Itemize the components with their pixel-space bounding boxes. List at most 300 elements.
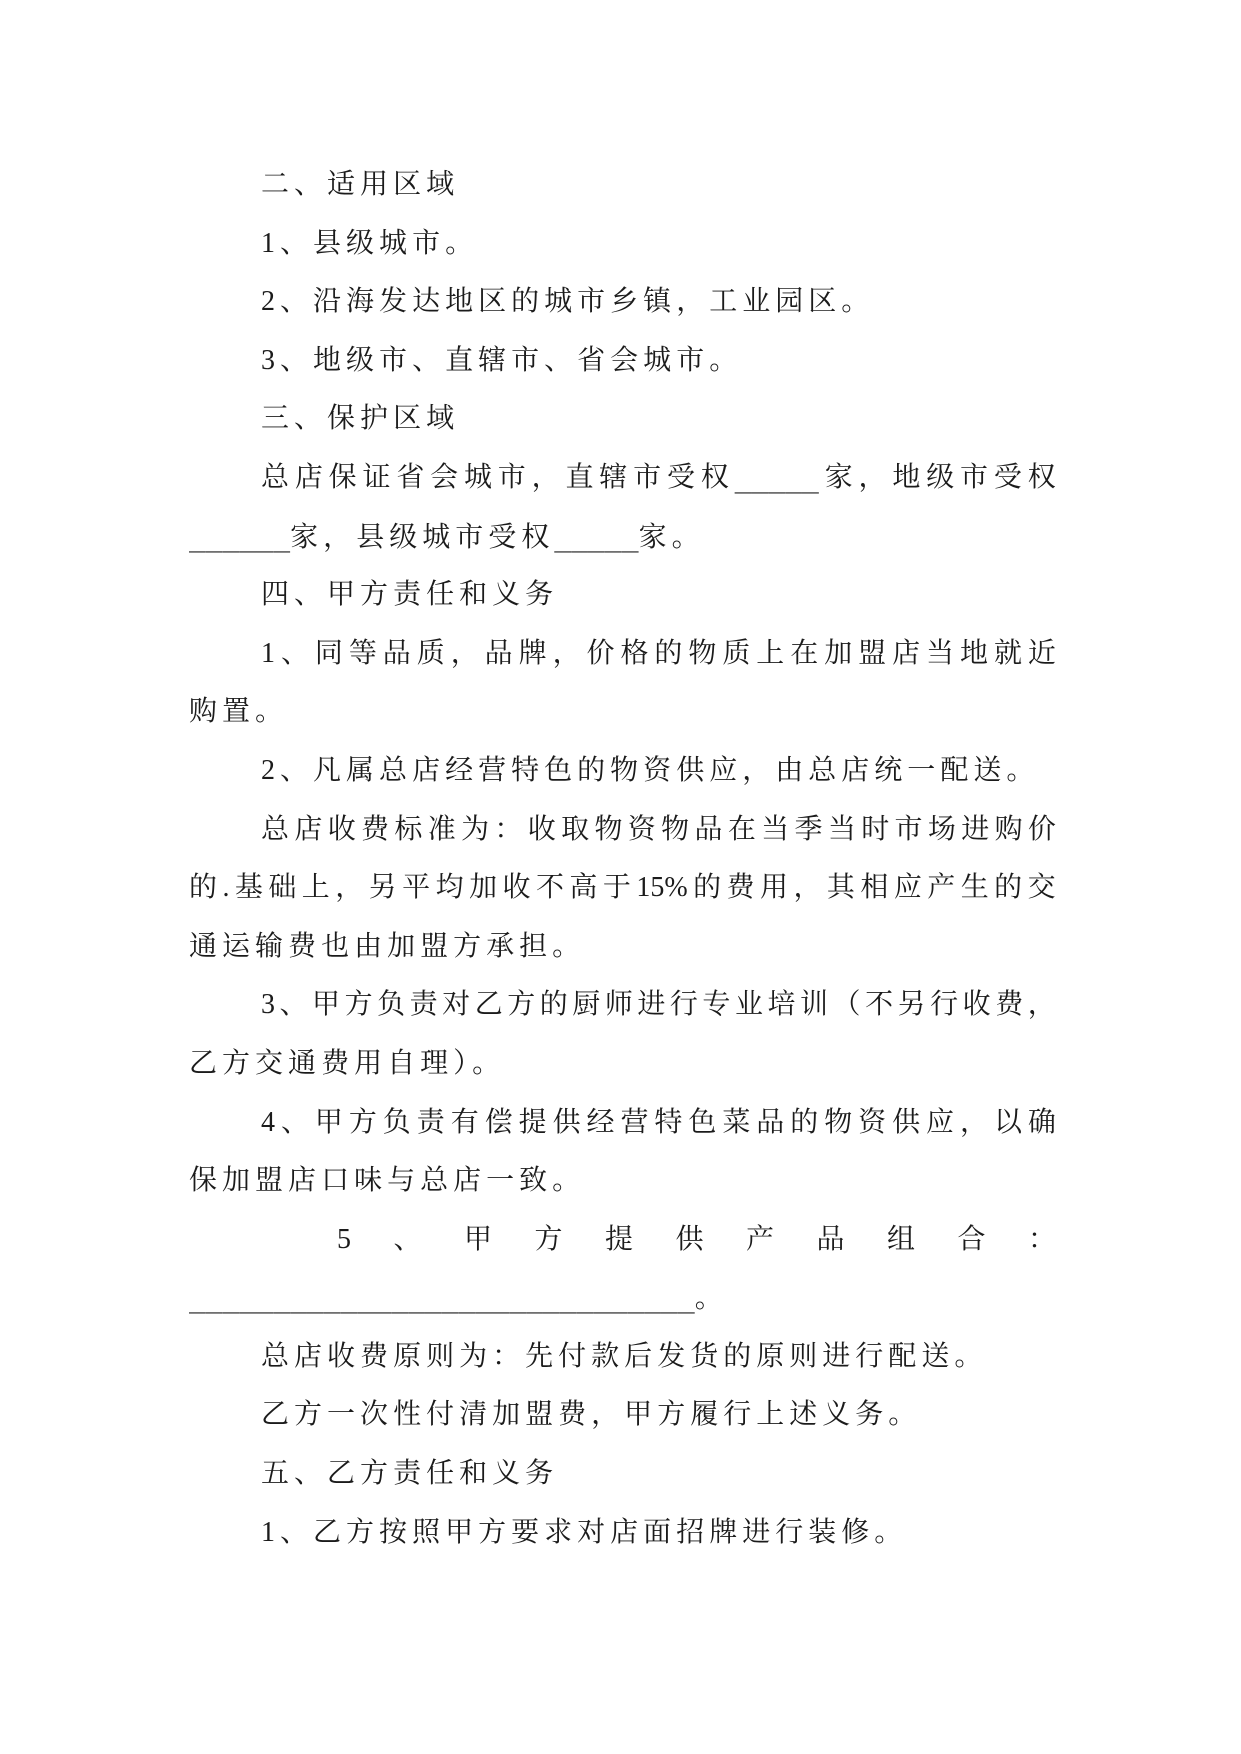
fill-in-blank: ______________________________: [189, 1281, 695, 1315]
text-glyph: 地: [960, 637, 989, 669]
paragraph-line: [189, 976, 1056, 1035]
text-glyph: 权: [521, 521, 555, 553]
text-glyph: 上: [301, 872, 330, 904]
text-glyph: 应: [926, 1106, 955, 1138]
text-glyph: .: [222, 872, 230, 904]
paragraph: [189, 625, 1056, 742]
text-glyph: 修: [841, 1516, 875, 1548]
text-glyph: 费: [558, 1399, 592, 1431]
text-glyph: 承: [486, 930, 520, 962]
text-glyph: 、: [280, 754, 314, 786]
text-glyph: 任: [426, 579, 460, 611]
text-glyph: 取: [561, 813, 590, 845]
text-glyph: 乙: [474, 989, 503, 1021]
text-glyph: 不: [865, 989, 894, 1021]
text-glyph: 行: [723, 1399, 757, 1431]
section-party-a-duties: [189, 566, 1056, 1445]
text-glyph: 方: [348, 1106, 377, 1138]
text-glyph: ，: [531, 461, 560, 493]
text-glyph: 经: [586, 1106, 615, 1138]
text-glyph: ）: [453, 1047, 473, 1079]
text-glyph: 市: [577, 286, 611, 318]
text-glyph: 品: [694, 813, 723, 845]
text-glyph: 付: [426, 1399, 460, 1431]
section-party-b-duties: [189, 1445, 1056, 1562]
text-glyph: 、: [279, 989, 308, 1021]
text-glyph: 地: [445, 286, 479, 318]
text-glyph: 的: [994, 872, 1023, 904]
text-glyph: 市: [960, 461, 989, 493]
text-glyph: 质: [722, 637, 751, 669]
text-glyph: 础: [268, 872, 297, 904]
document-page: [189, 156, 1056, 1562]
text-glyph: 配: [888, 1340, 922, 1372]
text-glyph: 海: [346, 286, 380, 318]
text-glyph: 交: [1027, 872, 1056, 904]
text-glyph: 由: [775, 754, 809, 786]
paragraph-line: [189, 1035, 1056, 1094]
text-glyph: 。: [552, 1165, 586, 1197]
text-glyph: 。: [888, 1399, 922, 1431]
text-glyph: 装: [808, 1516, 842, 1548]
text-glyph: 输: [255, 930, 289, 962]
text-glyph: 色: [688, 1106, 717, 1138]
text-glyph: 地: [892, 461, 921, 493]
text-glyph: 盟: [255, 1165, 289, 1197]
text-glyph: 区: [393, 169, 427, 200]
text-glyph: 物: [661, 813, 690, 845]
text-glyph: 品: [382, 637, 411, 669]
text-glyph: 牌: [518, 637, 547, 669]
text-glyph: 行: [855, 1340, 889, 1372]
paragraph: [189, 1328, 1056, 1387]
paragraph-line: [189, 508, 1056, 567]
text-glyph: 确: [1027, 1106, 1056, 1138]
text-glyph: 一: [907, 754, 941, 786]
text-glyph: 发: [657, 1340, 691, 1372]
text-glyph: 1: [261, 1516, 280, 1548]
text-glyph: ：: [492, 1340, 526, 1372]
text-glyph: 市: [894, 813, 923, 845]
text-glyph: 县: [356, 521, 390, 553]
text-glyph: 一: [486, 1165, 520, 1197]
text-glyph: 收: [327, 813, 356, 845]
text-glyph: 用: [760, 872, 789, 904]
text-glyph: 费: [321, 1047, 355, 1079]
text-glyph: 用: [354, 1047, 388, 1079]
text-glyph: 地: [313, 344, 347, 376]
text-glyph: 域: [426, 169, 460, 200]
paragraph-line: [189, 801, 1056, 860]
text-glyph: 物: [594, 813, 623, 845]
text-glyph: 甲: [624, 1399, 658, 1431]
text-glyph: 方: [360, 1458, 394, 1490]
text-glyph: 专: [702, 989, 731, 1021]
text-glyph: 与: [387, 1165, 421, 1197]
paragraph-line: [189, 683, 1056, 742]
text-glyph: 的: [511, 286, 545, 318]
text-glyph: 乙: [261, 1399, 295, 1431]
text-glyph: 牌: [709, 1516, 743, 1548]
text-glyph: 受: [488, 521, 522, 553]
text-glyph: 会: [430, 461, 459, 493]
text-glyph: 辖: [478, 344, 512, 376]
text-glyph: 款: [591, 1340, 625, 1372]
text-glyph: 价: [586, 637, 615, 669]
paragraph-line: [189, 1504, 1056, 1563]
text-glyph: ，: [1027, 989, 1056, 1021]
text-glyph: 以: [993, 1106, 1022, 1138]
section-heading: [189, 390, 1056, 449]
section-heading: [189, 1445, 1056, 1504]
text-glyph: 送: [921, 1340, 955, 1372]
text-glyph: 盟: [525, 1399, 559, 1431]
text-glyph: 。: [841, 286, 875, 318]
text-glyph: （: [832, 989, 861, 1021]
text-glyph: 省: [396, 461, 425, 493]
paragraph-line: [189, 1094, 1056, 1153]
text-glyph: ，: [591, 1399, 625, 1431]
text-glyph: 盟: [420, 930, 454, 962]
text-glyph: 收: [327, 1340, 361, 1372]
text-glyph: 原: [756, 1340, 790, 1372]
text-glyph: ，: [323, 521, 357, 553]
text-glyph: 付: [558, 1340, 592, 1372]
text-glyph: 统: [874, 754, 908, 786]
fill-in-blank: ______: [189, 519, 291, 553]
text-glyph: 则: [426, 1340, 460, 1372]
text-glyph: 权: [700, 461, 729, 493]
text-glyph: 供: [552, 1106, 581, 1138]
text-glyph: 、: [412, 344, 446, 376]
text-glyph: 5: [337, 1223, 351, 1255]
text-glyph: 保: [328, 461, 357, 493]
text-glyph: 等: [348, 637, 377, 669]
text-glyph: 物: [824, 1106, 853, 1138]
text-glyph: 4: [261, 1106, 275, 1138]
text-glyph: 盟: [858, 637, 887, 669]
text-glyph: 照: [412, 1516, 446, 1548]
text-glyph: 加: [824, 637, 853, 669]
text-glyph: 应: [893, 872, 922, 904]
text-glyph: 基: [234, 872, 263, 904]
text-glyph: 致: [519, 1165, 553, 1197]
text-glyph: 在: [727, 813, 756, 845]
text-glyph: 1: [261, 637, 275, 669]
text-glyph: 理: [420, 1047, 454, 1079]
text-glyph: 。: [552, 930, 586, 962]
text-glyph: 时: [861, 813, 890, 845]
text-glyph: 生: [960, 872, 989, 904]
paragraph: [189, 1211, 1056, 1328]
text-glyph: 由: [354, 930, 388, 962]
text-glyph: 组: [886, 1223, 915, 1255]
paragraph-line: [189, 1328, 1056, 1387]
text-glyph: 季: [794, 813, 823, 845]
text-glyph: 。: [874, 1516, 908, 1548]
text-glyph: 质: [416, 637, 445, 669]
text-glyph: 务: [855, 1399, 889, 1431]
text-glyph: 店: [294, 461, 323, 493]
text-glyph: 清: [459, 1399, 493, 1431]
text-glyph: 加: [387, 930, 421, 962]
text-glyph: 级: [389, 521, 423, 553]
text-glyph: 进: [742, 1516, 776, 1548]
text-glyph: 县: [313, 227, 347, 259]
text-glyph: 就: [993, 637, 1022, 669]
text-glyph: 方: [534, 1223, 563, 1255]
text-glyph: 责: [393, 1458, 427, 1490]
text-glyph: ，: [858, 461, 887, 493]
text-glyph: 会: [610, 344, 644, 376]
text-glyph: 方: [294, 1399, 328, 1431]
paragraph-line: [189, 273, 1056, 332]
text-glyph: 店: [841, 754, 875, 786]
text-glyph: 乡: [610, 286, 644, 318]
text-glyph: 2: [261, 286, 280, 318]
text-glyph: 平: [402, 872, 431, 904]
text-glyph: 担: [519, 930, 553, 962]
text-glyph: 15%: [636, 872, 688, 904]
section-applicable-area: [189, 156, 1056, 390]
text-glyph: 区: [478, 286, 512, 318]
text-glyph: ，: [742, 754, 776, 786]
paragraph: [189, 215, 1056, 274]
fill-in-blank: _____: [554, 519, 639, 553]
text-glyph: 。: [255, 696, 289, 728]
text-glyph: 。: [1006, 754, 1040, 786]
paragraph: [189, 1386, 1056, 1445]
text-glyph: ，: [450, 637, 479, 669]
text-glyph: 履: [690, 1399, 724, 1431]
section-heading: [189, 566, 1056, 625]
text-glyph: 。: [472, 1047, 506, 1079]
text-glyph: 场: [927, 813, 956, 845]
text-glyph: ，: [793, 872, 822, 904]
text-glyph: 负: [382, 1106, 411, 1138]
text-glyph: 辖: [599, 461, 628, 493]
text-glyph: 加: [469, 872, 498, 904]
text-glyph: 求: [544, 1516, 578, 1548]
paragraph-line: [189, 1152, 1056, 1211]
text-glyph: 于: [602, 872, 631, 904]
text-glyph: 。: [954, 1340, 988, 1372]
paragraph-line: [189, 449, 1056, 508]
text-glyph: 域: [426, 403, 460, 435]
paragraph-line: [189, 918, 1056, 977]
text-glyph: 适: [327, 169, 361, 200]
text-glyph: 五: [261, 1458, 295, 1490]
text-glyph: 城: [544, 286, 578, 318]
text-glyph: 店: [610, 1516, 644, 1548]
text-glyph: 行: [775, 1516, 809, 1548]
text-glyph: 责: [416, 1106, 445, 1138]
text-glyph: 特: [654, 1106, 683, 1138]
text-glyph: 交: [255, 1047, 289, 1079]
text-glyph: 义: [492, 579, 526, 611]
text-glyph: 按: [379, 1516, 413, 1548]
text-glyph: 方: [360, 579, 394, 611]
text-glyph: 供: [676, 754, 710, 786]
text-glyph: 方: [657, 1399, 691, 1431]
text-glyph: 发: [379, 286, 413, 318]
paragraph-line: [189, 859, 1056, 918]
text-glyph: 品: [816, 1223, 845, 1255]
text-glyph: 上: [756, 1399, 790, 1431]
text-glyph: 方: [344, 989, 373, 1021]
text-glyph: 家: [638, 521, 672, 553]
text-glyph: 店: [412, 754, 446, 786]
text-glyph: 的: [539, 989, 568, 1021]
text-glyph: 费: [288, 930, 322, 962]
text-glyph: 自: [387, 1047, 421, 1079]
text-glyph: 要: [511, 1516, 545, 1548]
text-glyph: 标: [394, 813, 423, 845]
text-glyph: 受: [993, 461, 1022, 493]
text-glyph: 权: [1027, 461, 1056, 493]
text-glyph: 高: [569, 872, 598, 904]
text-glyph: 面: [643, 1516, 677, 1548]
text-glyph: 产: [745, 1223, 774, 1255]
text-glyph: 进: [822, 1340, 856, 1372]
text-glyph: 产: [927, 872, 956, 904]
text-glyph: 在: [790, 637, 819, 669]
text-glyph: 城: [422, 521, 456, 553]
text-glyph: 有: [450, 1106, 479, 1138]
text-glyph: 省: [577, 344, 611, 376]
text-glyph: 义: [822, 1399, 856, 1431]
text-glyph: 购: [994, 813, 1023, 845]
text-glyph: 总: [420, 1165, 454, 1197]
text-glyph: 和: [459, 579, 493, 611]
text-glyph: 通: [189, 930, 223, 962]
text-glyph: 家: [824, 461, 853, 493]
text-glyph: 总: [261, 813, 290, 845]
text-glyph: 另: [897, 989, 926, 1021]
text-glyph: 市: [633, 461, 662, 493]
text-glyph: 责: [409, 989, 438, 1021]
text-glyph: 用: [360, 169, 394, 200]
text-glyph: 方: [222, 1047, 256, 1079]
text-glyph: 性: [393, 1399, 427, 1431]
paragraph-line: [189, 215, 1056, 274]
paragraph-line: [189, 1386, 1056, 1445]
text-glyph: 购: [189, 696, 223, 728]
fill-in-blank: _____: [734, 460, 819, 494]
text-glyph: 资: [627, 813, 656, 845]
text-glyph: ，: [960, 1106, 989, 1138]
text-glyph: 业: [742, 286, 776, 318]
text-glyph: 甲: [445, 1516, 479, 1548]
text-glyph: 物: [688, 637, 717, 669]
text-glyph: 上: [756, 637, 785, 669]
text-glyph: 工: [709, 286, 743, 318]
text-glyph: 、: [294, 403, 328, 435]
text-glyph: 对: [442, 989, 471, 1021]
text-glyph: 提: [518, 1106, 547, 1138]
text-glyph: 营: [478, 754, 512, 786]
text-glyph: 提: [604, 1223, 633, 1255]
text-glyph: 任: [426, 1458, 460, 1490]
text-glyph: ，: [552, 637, 581, 669]
text-glyph: 当: [827, 813, 856, 845]
text-glyph: 负: [377, 989, 406, 1021]
text-glyph: 偿: [484, 1106, 513, 1138]
section-heading: [189, 156, 1056, 215]
text-glyph: 店: [288, 1165, 322, 1197]
text-glyph: 行: [930, 989, 959, 1021]
text-glyph: 收: [502, 872, 531, 904]
paragraph: [189, 1094, 1056, 1211]
text-glyph: 、: [294, 169, 328, 200]
text-glyph: 镇: [643, 286, 677, 318]
text-glyph: 当: [761, 813, 790, 845]
text-glyph: 进: [637, 989, 666, 1021]
text-glyph: 保: [189, 1165, 223, 1197]
text-glyph: 经: [445, 754, 479, 786]
text-glyph: 。: [709, 344, 743, 376]
text-glyph: 菜: [722, 1106, 751, 1138]
text-glyph: 供: [675, 1223, 704, 1255]
text-glyph: 进: [961, 813, 990, 845]
text-glyph: 、: [280, 227, 314, 259]
text-glyph: 为: [459, 1340, 493, 1372]
text-glyph: 乙: [189, 1047, 223, 1079]
text-glyph: 店: [453, 1165, 487, 1197]
text-glyph: 区: [808, 286, 842, 318]
text-glyph: 家: [290, 521, 324, 553]
text-glyph: 口: [321, 1165, 355, 1197]
text-glyph: 均: [435, 872, 464, 904]
text-glyph: 市: [511, 344, 545, 376]
text-glyph: 合: [957, 1223, 986, 1255]
text-glyph: 。: [671, 521, 705, 553]
text-glyph: 另: [368, 872, 397, 904]
text-glyph: 甲: [327, 579, 361, 611]
text-glyph: 市: [412, 227, 446, 259]
paragraph: [189, 976, 1056, 1093]
text-glyph: 格: [620, 637, 649, 669]
text-glyph: 后: [624, 1340, 658, 1372]
paragraph: [189, 742, 1056, 801]
text-glyph: 务: [525, 1458, 559, 1490]
text-glyph: 特: [511, 754, 545, 786]
text-glyph: 。: [445, 227, 479, 259]
text-glyph: 甲: [314, 1106, 343, 1138]
text-glyph: 店: [294, 813, 323, 845]
text-glyph: 、: [280, 1516, 314, 1548]
text-glyph: 师: [604, 989, 633, 1021]
text-glyph: 配: [940, 754, 974, 786]
text-glyph: 级: [346, 344, 380, 376]
text-glyph: 级: [346, 227, 380, 259]
text-glyph: 、: [393, 1223, 422, 1255]
text-glyph: 的: [790, 1106, 819, 1138]
text-glyph: 业: [734, 989, 763, 1021]
text-glyph: 3: [261, 989, 275, 1021]
text-glyph: 资: [643, 754, 677, 786]
text-glyph: 置: [222, 696, 256, 728]
text-glyph: 方: [346, 1516, 380, 1548]
text-glyph: 3: [261, 344, 280, 376]
text-glyph: 品: [756, 1106, 785, 1138]
text-glyph: 对: [577, 1516, 611, 1548]
text-glyph: 招: [676, 1516, 710, 1548]
text-glyph: 沿: [313, 286, 347, 318]
text-glyph: 运: [222, 930, 256, 962]
text-glyph: 价: [1027, 813, 1056, 845]
text-glyph: 供: [892, 1106, 921, 1138]
